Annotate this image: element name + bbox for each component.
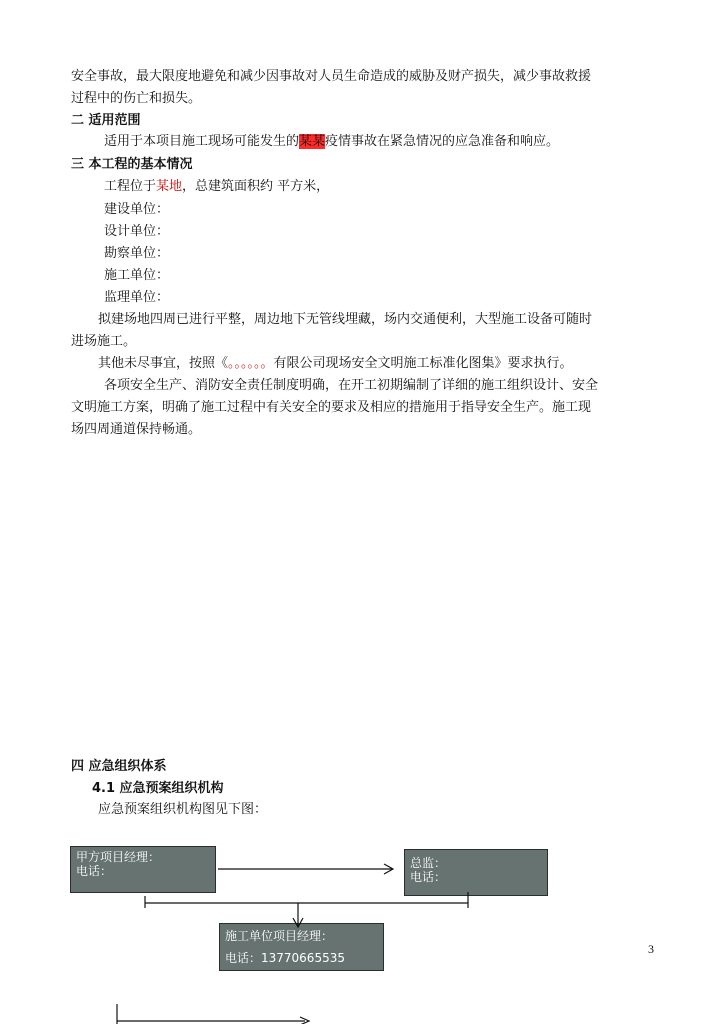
owner-manager-title: 甲方项目经理： [76,850,161,864]
safety-para-line-1: 各项安全生产、消防安全责任制度明确，在开工初期编制了详细的施工组织设计、安全 [104,378,599,393]
contractor-manager-phone: 电话：13770665535 [225,951,345,965]
field-survey-unit: 勘察单位： [104,246,170,261]
field-contractor-unit: 施工单位： [104,268,170,283]
chief-supervisor-phone: 电话： [410,870,447,884]
project-location-red: 某地 [156,179,183,194]
org-chart-caption: 应急预案组织机构图见下图： [98,802,268,817]
standard-para-b: 有限公司现场安全文明施工标准化图集》要求执行。 [273,356,573,371]
section-2-text-a: 适用于本项目施工现场可能发生的 [104,134,300,149]
safety-para-line-2: 文明施工方案，明确了施工过程中有关安全的要求及相应的措施用于指导安全生产。施工现 [71,400,592,415]
site-para-line-2: 进场施工。 [71,334,137,349]
page-number: 3 [648,942,654,956]
standard-para-a: 其他未尽事宜，按照《 [98,356,229,371]
standard-para-red: 。。。。。。 [228,356,274,371]
safety-para-line-3: 场四周通道保持畅通。 [71,422,202,437]
section-2-text-b: 疫情事故在紧急情况的应急准备和响应。 [325,134,560,149]
field-construction-unit: 建设单位： [104,202,170,217]
section-3-heading: 三 本工程的基本情况 [71,157,193,172]
site-para-line-1: 拟建场地四周已进行平整，周边地下无管线埋藏，场内交通便利，大型施工设备可随时 [98,312,593,327]
section-4-heading: 四 应急组织体系 [71,759,167,774]
chief-supervisor-title: 总监： [410,856,447,870]
owner-manager-phone: 电话： [76,864,113,878]
section-2-heading: 二 适用范围 [71,113,141,128]
intro-line-1: 安全事故，最大限度地避免和减少因事故对人员生命造成的威胁及财产损失，减少事故救援 [71,69,592,84]
field-supervision-unit: 监理单位： [104,290,170,305]
section-4-1-heading: 4.1 应急预案组织机构 [92,781,224,796]
section-2-highlight: 某某 [299,134,326,149]
field-design-unit: 设计单位： [104,224,170,239]
contractor-manager-title: 施工单位项目经理： [225,929,334,943]
project-location-a: 工程位于 [104,179,157,194]
project-location-b: ，总建筑面积约 平方米， [182,179,330,194]
intro-line-2: 过程中的伤亡和损失。 [71,91,202,106]
